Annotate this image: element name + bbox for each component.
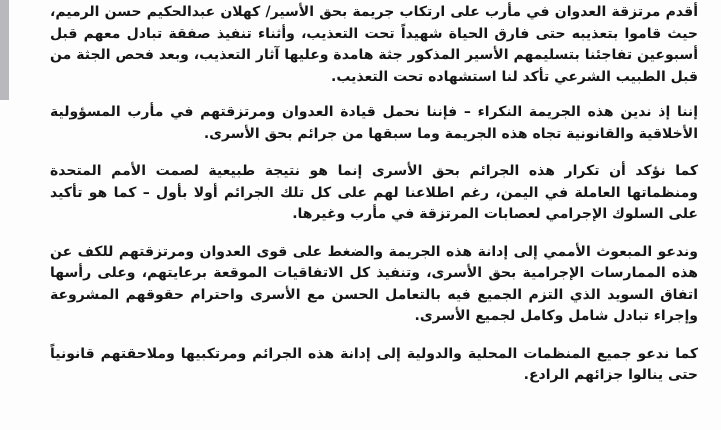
paragraph-condemnation: إننا إذ ندين هذه الجريمة النكراء – فإننا نحمل قيادة العدوان ومرتزقتهم في مأرب المسؤولية الأخلاقية والقانونية تجاه هذه الجريمة وما سبقها من جرائم بحق الأسرى. <box>50 104 698 142</box>
paragraph-torture-incident: أقدم مرتزقة العدوان في مأرب على ارتكاب جريمة بحق الأسير/ كهلان عبدالحكيم حسن الرميم، حيث قاموا بتعذيبه حتى فارق الحياة شهيداً تحت التعذيب، وأثناء تنفيذ صفقة تبادل معهم قبل أسبوعين تفاجئنا بتسليمهم الأسير المذكور جثة هامدة وعليها آثار التعذيب، وبعد فحص الجثة من قبل الطبيب الشرعي تأكد لنا استشهاده تحت التعذيب. <box>50 4 698 85</box>
page-edge-shadow <box>0 0 9 100</box>
paragraph-un-envoy-call: وندعو المبعوث الأممي إلى إدانة هذه الجريمة والضغط على قوى العدوان ومرتزقتهم للكف عن هذه الممارسات الإجرامية بحق الأسرى، وتنفيذ كل الاتفاقيات الموقعة برعايتهم، وعلى رأسها اتفاق السويد الذي التزم الجميع فيه بالتعامل الحسن مع الأسرى واحترام حقوقهم المشروعة وإجراء تبادل شامل وكامل لجميع الأسرى. <box>50 243 698 324</box>
paragraph-organizations-call: كما ندعو جميع المنظمات المحلية والدولية إلى إدانة هذه الجرائم ومرتكبيها وملاحقتهم قانونياً حتى ينالوا جزائهم الرادع. <box>50 345 698 383</box>
paragraph-un-silence: كما نؤكد أن تكرار هذه الجرائم بحق الأسرى إنما هو نتيجة طبيعية لصمت الأمم المتحدة ومنظماتها العاملة في اليمن، رغم اطلاعنا لهم على كل تلك الجرائم أولا بأول – كما هو تأكيد على السلوك الإجرامي لعصابات المرتزقة في مأرب وغيرها. <box>50 163 698 222</box>
statement-body <box>50 0 698 387</box>
